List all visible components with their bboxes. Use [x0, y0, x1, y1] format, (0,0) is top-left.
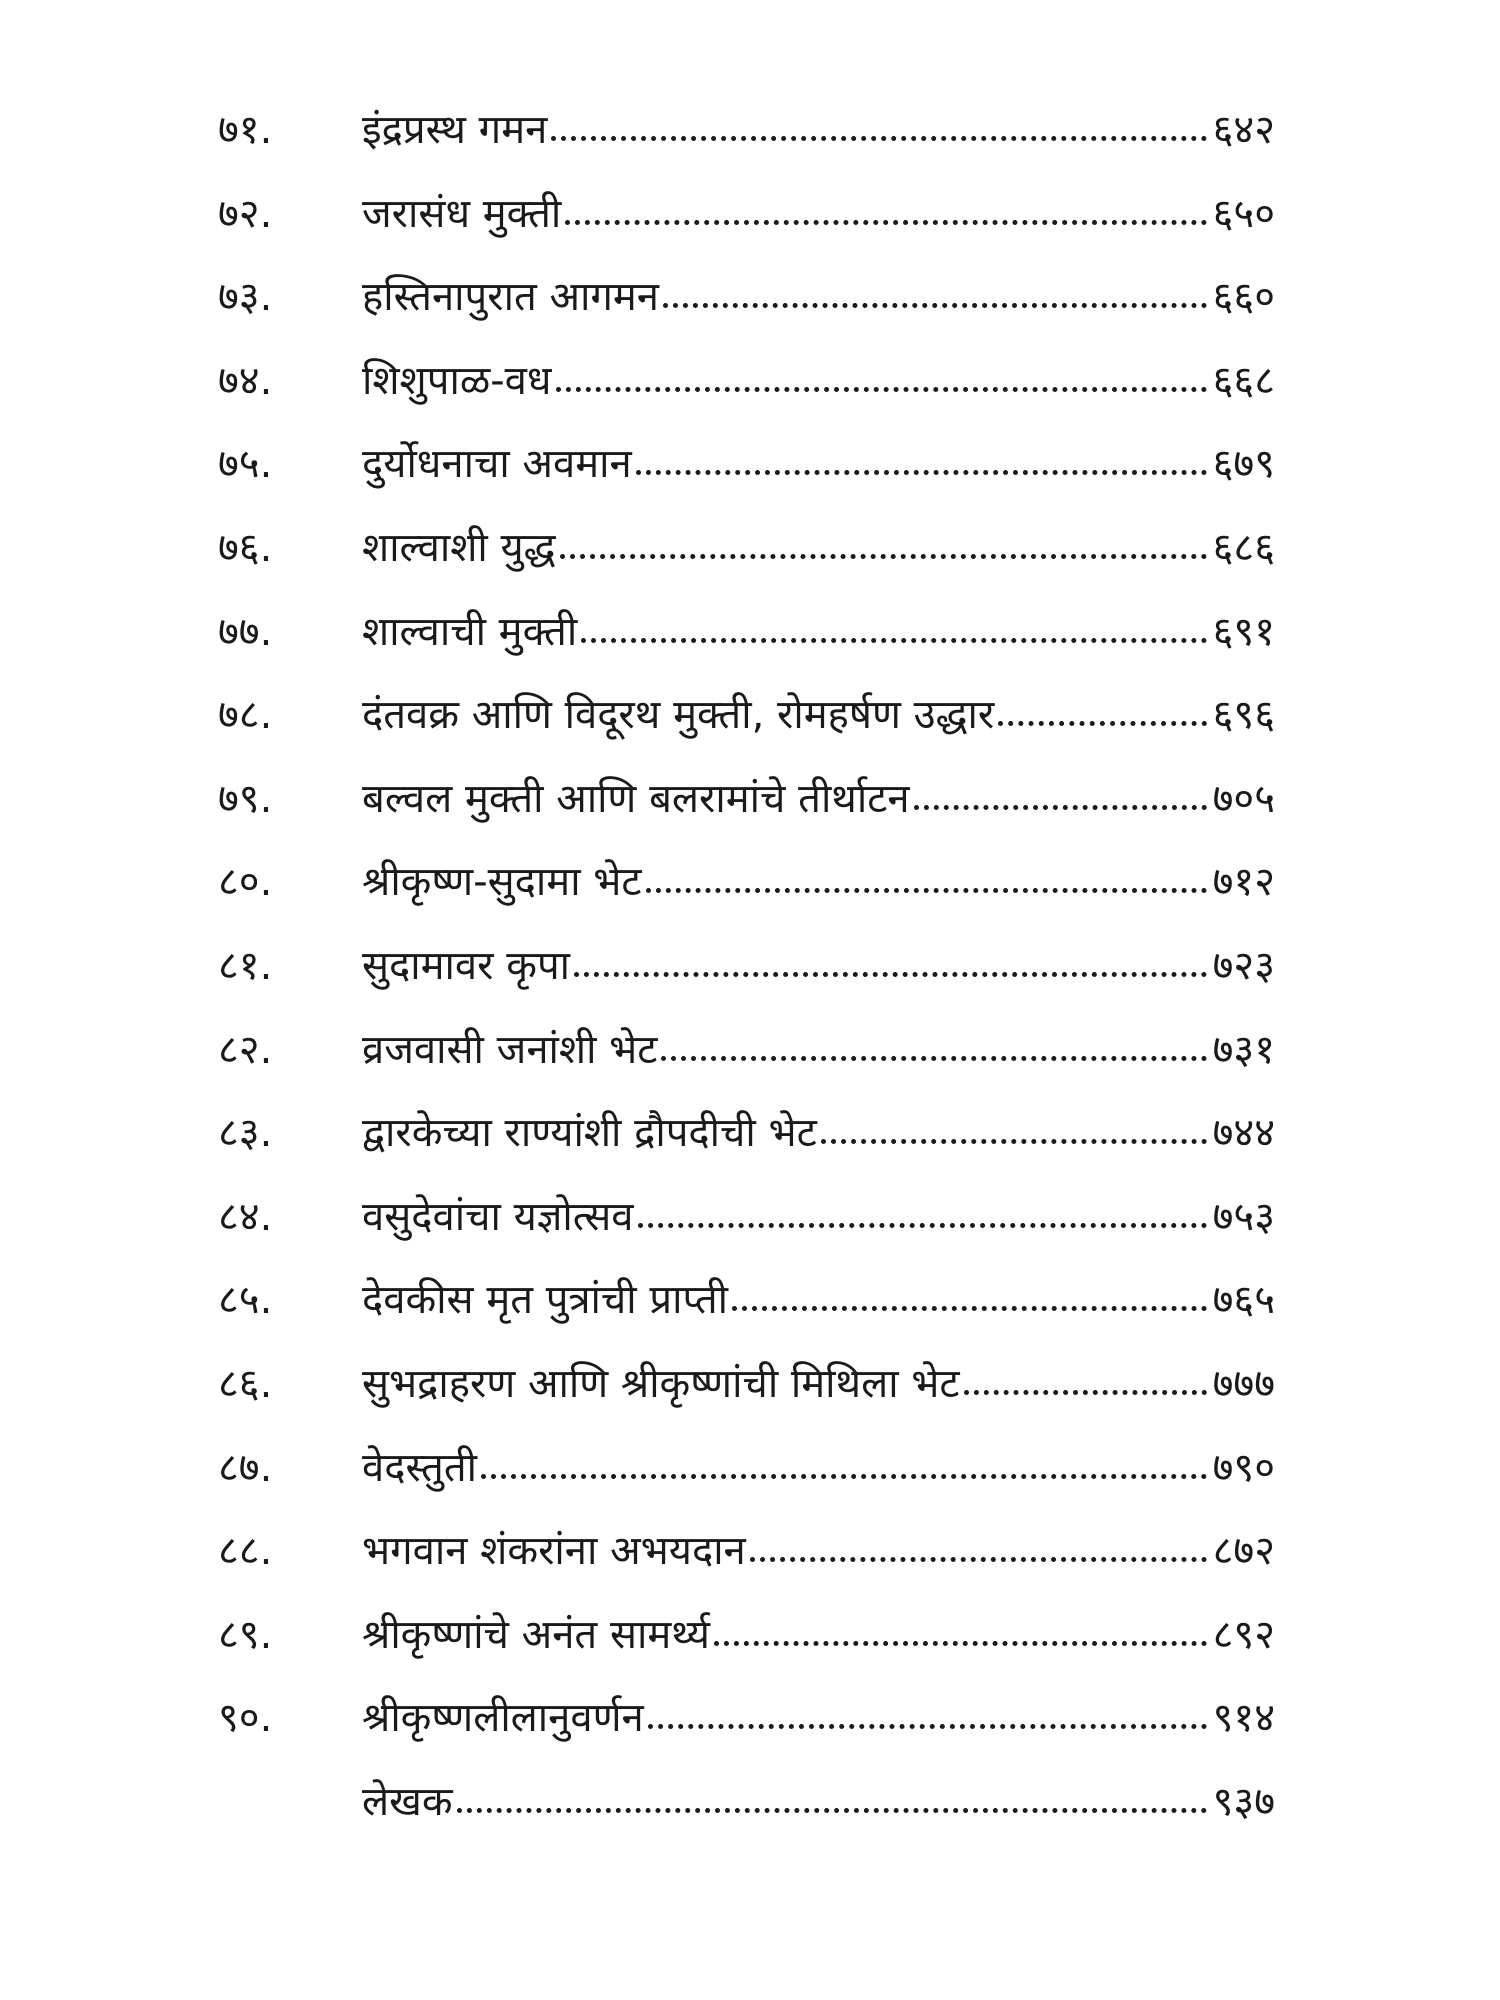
toc-entry	[0, 590, 1500, 674]
page-number: ९१४	[1212, 1695, 1275, 1742]
page-number: ७१२	[1212, 859, 1275, 906]
page-number: ७५३	[1212, 1193, 1275, 1240]
dot-leader	[732, 1296, 1207, 1311]
chapter-line	[362, 1091, 1275, 1175]
chapter-line	[362, 1509, 1275, 1593]
chapter-title: शिशुपाळ-वध	[362, 357, 552, 404]
chapter-number: ७१.	[218, 107, 273, 153]
chapter-number: ८७.	[218, 1444, 273, 1491]
chapter-title: भगवान शंकरांना अभयदान	[362, 1528, 746, 1575]
toc-entry	[0, 1593, 1500, 1677]
page-number: ८७२	[1212, 1528, 1275, 1575]
chapter-number: ७९.	[218, 775, 273, 822]
chapter-number: ७८.	[218, 692, 273, 739]
dot-leader	[481, 1464, 1207, 1479]
chapter-title: शाल्वाशी युद्ध	[362, 525, 556, 571]
chapter-line	[362, 1258, 1275, 1342]
page-number: ६९६	[1212, 692, 1275, 739]
chapter-line	[362, 339, 1275, 423]
dot-leader	[581, 628, 1206, 643]
chapter-line	[362, 88, 1275, 172]
chapter-number: ७३.	[218, 274, 273, 321]
chapter-line	[362, 924, 1275, 1008]
chapter-line	[362, 1175, 1275, 1259]
chapter-title: दंतवक्र आणि विदूरथ मुक्ती, रोमहर्षण उद्धार	[362, 692, 995, 739]
chapter-line	[362, 1676, 1275, 1760]
chapter-title: दुर्योधनाचा अवमान	[362, 441, 632, 488]
page-number: ६९१	[1212, 608, 1275, 655]
toc-entry	[0, 757, 1500, 841]
chapter-number: ८६.	[218, 1361, 273, 1407]
chapter-line	[362, 840, 1275, 924]
dot-leader	[964, 1380, 1207, 1395]
toc-entry	[0, 1091, 1500, 1175]
dot-leader	[646, 878, 1207, 893]
chapter-number: ८४.	[218, 1193, 273, 1240]
toc-entry	[0, 1008, 1500, 1092]
chapter-title: शाल्वाची मुक्ती	[362, 608, 578, 655]
toc-entry	[0, 255, 1500, 339]
toc-entry	[0, 88, 1500, 172]
chapter-title: देवकीस मृत पुत्रांची प्राप्ती	[362, 1277, 728, 1324]
chapter-number: ८०.	[218, 859, 273, 906]
chapter-title: श्रीकृष्णलीलानुवर्णन	[362, 1695, 644, 1742]
toc-entry	[0, 1676, 1500, 1760]
chapter-line	[362, 172, 1275, 256]
page-number: ६७९	[1212, 441, 1275, 488]
page-number: ७३१	[1212, 1026, 1275, 1073]
toc-entry	[0, 1509, 1500, 1593]
toc-entry	[0, 840, 1500, 924]
dot-leader	[457, 1798, 1207, 1813]
chapter-line	[362, 1342, 1275, 1426]
dot-leader	[714, 1631, 1207, 1646]
chapter-line	[362, 1008, 1275, 1092]
chapter-number: ७७.	[218, 608, 273, 655]
toc-entry	[0, 1258, 1500, 1342]
chapter-number: ८८.	[218, 1528, 273, 1575]
chapter-title: सुभद्राहरण आणि श्रीकृष्णांची मिथिला भेट	[362, 1361, 960, 1407]
toc-entry	[0, 1426, 1500, 1510]
chapter-line	[362, 1426, 1275, 1510]
chapter-title: वेदस्तुती	[362, 1444, 477, 1491]
dot-leader	[560, 544, 1207, 559]
chapter-title: व्रजवासी जनांशी भेट	[362, 1026, 658, 1073]
toc-entry	[0, 339, 1500, 423]
page-number: ६४२	[1212, 107, 1275, 153]
dot-leader	[556, 377, 1207, 392]
dot-leader	[574, 962, 1207, 977]
chapter-number: ८२.	[218, 1026, 273, 1073]
chapter-number: ८३.	[218, 1110, 273, 1157]
page-number: ६५०	[1212, 190, 1275, 237]
toc-entry	[0, 1760, 1500, 1844]
chapter-number: ७६.	[218, 525, 273, 571]
chapter-title: जरासंध मुक्ती	[362, 190, 562, 237]
dot-leader	[821, 1129, 1207, 1144]
chapter-number: ७५.	[218, 441, 273, 488]
chapter-number: ८१.	[218, 943, 273, 989]
chapter-line	[362, 422, 1275, 506]
chapter-title: लेखक	[362, 1779, 453, 1825]
page-number: ६८६	[1212, 525, 1275, 571]
toc-entry	[0, 506, 1500, 590]
chapter-line	[362, 757, 1275, 841]
page-number: ७६५	[1212, 1277, 1275, 1324]
chapter-line	[362, 506, 1275, 590]
dot-leader	[648, 1714, 1207, 1729]
dot-leader	[914, 795, 1207, 810]
toc-entry	[0, 1175, 1500, 1259]
dot-leader	[663, 293, 1207, 308]
chapter-title: वसुदेवांचा यज्ञोत्सव	[362, 1193, 634, 1240]
toc-entry	[0, 924, 1500, 1008]
chapter-line	[362, 1760, 1275, 1844]
chapter-title: बल्वल मुक्ती आणि बलरामांचे तीर्थाटन	[362, 775, 910, 822]
dot-leader	[551, 126, 1206, 141]
dot-leader	[661, 1046, 1206, 1061]
chapter-number: ८५.	[218, 1277, 273, 1324]
chapter-number: ७२.	[218, 190, 273, 237]
dot-leader	[998, 711, 1206, 726]
toc-entry	[0, 172, 1500, 256]
dot-leader	[636, 460, 1207, 475]
toc-entry	[0, 673, 1500, 757]
chapter-title: श्रीकृष्णांचे अनंत सामर्थ्य	[362, 1611, 710, 1658]
chapter-title: इंद्रप्रस्थ गमन	[362, 107, 548, 153]
dot-leader	[565, 210, 1206, 225]
dot-leader	[750, 1547, 1207, 1562]
toc-entry	[0, 422, 1500, 506]
dot-leader	[638, 1213, 1207, 1228]
chapter-number: ८९.	[218, 1611, 273, 1658]
chapter-number: ७४.	[218, 357, 273, 404]
page-number: ८९२	[1212, 1611, 1275, 1658]
chapter-number: ९०.	[218, 1695, 273, 1742]
page-number: ७७७	[1212, 1361, 1275, 1407]
page-number: ७४४	[1212, 1110, 1275, 1157]
chapter-line	[362, 255, 1275, 339]
chapter-title: हस्तिनापुरात आगमन	[362, 274, 659, 321]
page-number: ६६८	[1212, 357, 1275, 404]
chapter-title: श्रीकृष्ण-सुदामा भेट	[362, 859, 642, 906]
chapter-line	[362, 1593, 1275, 1677]
page-number: ६६०	[1212, 274, 1275, 321]
page-number: ९३७	[1212, 1779, 1275, 1825]
chapter-line	[362, 673, 1275, 757]
chapter-title: सुदामावर कृपा	[362, 943, 571, 989]
page-number: ७०५	[1212, 775, 1275, 822]
page-number: ७२३	[1212, 943, 1275, 989]
toc-entry	[0, 1342, 1500, 1426]
page-number: ७९०	[1212, 1444, 1275, 1491]
chapter-line	[362, 590, 1275, 674]
chapter-title: द्वारकेच्या राण्यांशी द्रौपदीची भेट	[362, 1110, 817, 1157]
